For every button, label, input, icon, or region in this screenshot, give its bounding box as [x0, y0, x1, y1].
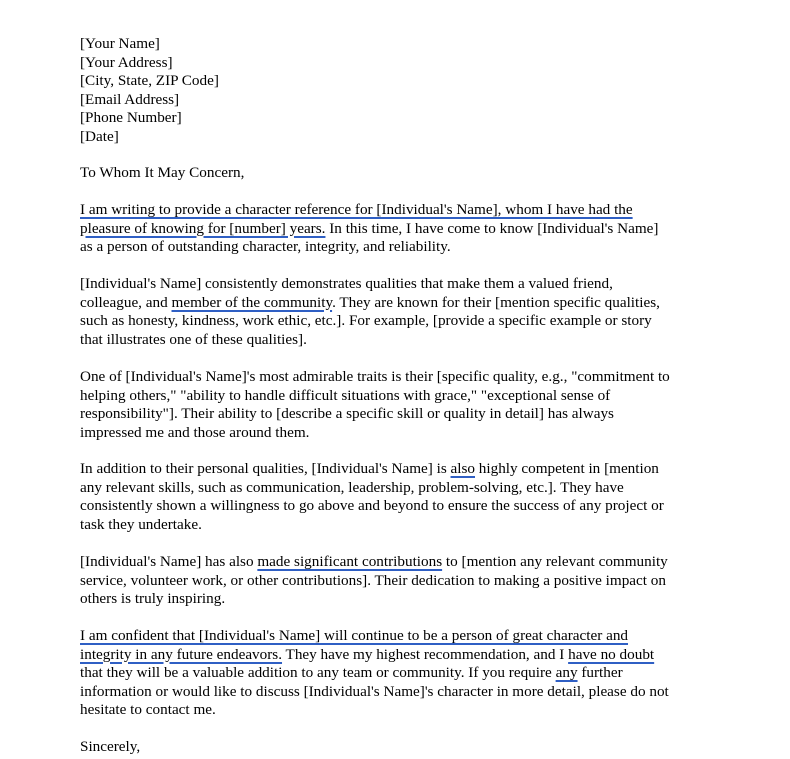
grammar-flag[interactable]: also: [450, 460, 475, 477]
letter-date: [Date]: [80, 127, 119, 145]
p6-line-1: [80, 627, 720, 646]
p6-line-4: information or would like to discuss [Individual's Name]'s character in more detail, please do not: [80, 682, 669, 700]
grammar-flag[interactable]: pleasure of knowing for [number] years.: [80, 219, 326, 237]
p6-line-2: [80, 646, 720, 665]
p6-text: that they will be a valuable addition to any team or community. If you require: [80, 664, 556, 682]
p1-text: In this time, I have come to know [Individual's Name]: [325, 219, 659, 237]
grammar-flag[interactable]: have no doubt: [568, 645, 655, 663]
grammar-flag[interactable]: member of the community: [171, 293, 333, 311]
p1-line-3: as a person of outstanding character, integrity, and reliability.: [80, 238, 451, 256]
p6-line-5: hesitate to contact me.: [80, 701, 216, 719]
p4-text: highly competent in [mention: [475, 460, 659, 477]
p5-line-1: [80, 553, 720, 572]
grammar-flag[interactable]: I am confident that [Individual's Name] will continue to be a person of great character and: [80, 627, 629, 644]
closing: [80, 738, 720, 757]
salutation-text: To Whom It May Concern,: [80, 164, 245, 181]
paragraph-5: [80, 553, 720, 609]
p6-text: They have my highest recommendation, and I: [282, 645, 569, 663]
sender-header: [80, 35, 720, 147]
grammar-flag[interactable]: I am writing to provide a character reference for [Individual's Name], whom I have had the: [80, 201, 633, 218]
p5-line-3: others is truly inspiring.: [80, 590, 226, 608]
p4-text: In addition to their personal qualities, [Individual's Name] is: [80, 460, 451, 477]
salutation: [80, 164, 720, 183]
p2-text: colleague, and: [80, 293, 172, 311]
p4-line-3: consistently shown a willingness to go above and beyond to ensure the success of any project or: [80, 497, 664, 515]
p5-text: [Individual's Name] has also: [80, 553, 258, 570]
p1-line-2: [80, 220, 720, 239]
p1-line-1: [80, 201, 720, 220]
p2-line-1: [Individual's Name] consistently demonstrates qualities that make them a valued friend,: [80, 275, 613, 292]
paragraph-3: [80, 368, 720, 442]
closing-text: Sincerely,: [80, 738, 141, 755]
p4-line-2: any relevant skills, such as communication, leadership, problem-solving, etc.]. They have: [80, 478, 624, 496]
p2-line-3: such as honesty, kindness, work ethic, etc.]. For example, [provide a specific example or story: [80, 312, 652, 330]
grammar-flag[interactable]: any: [555, 664, 578, 682]
p3-line-1: One of [Individual's Name]'s most admirable traits is their [specific quality, e.g., "commitment to: [80, 368, 670, 385]
p5-line-2: service, volunteer work, or other contributions]. Their dedication to making a positive impact on: [80, 571, 666, 589]
p2-line-2: [80, 294, 720, 313]
sender-name: [Your Name]: [80, 35, 160, 52]
p6-text: further: [577, 664, 623, 682]
paragraph-6: [80, 627, 720, 720]
grammar-flag[interactable]: integrity in any future endeavors.: [80, 645, 283, 663]
p2-text: . They are known for their [mention specific qualities,: [332, 293, 660, 311]
sender-email: [Email Address]: [80, 90, 180, 108]
paragraph-2: [80, 275, 720, 349]
grammar-flag[interactable]: made significant contributions: [257, 553, 443, 570]
sender-address: [Your Address]: [80, 53, 173, 71]
p4-line-4: task they undertake.: [80, 515, 202, 533]
p5-text: to [mention any relevant community: [442, 553, 668, 570]
p3-line-4: impressed me and those around them.: [80, 423, 310, 441]
paragraph-4: [80, 460, 720, 534]
sender-phone: [Phone Number]: [80, 109, 182, 127]
p6-line-3: [80, 664, 720, 683]
sender-city: [City, State, ZIP Code]: [80, 72, 219, 90]
p2-line-4: that illustrates one of these qualities].: [80, 330, 307, 348]
p3-line-3: responsibility"]. Their ability to [describe a specific skill or quality in detail] has always: [80, 405, 614, 423]
p4-line-1: [80, 460, 720, 479]
paragraph-1: [80, 201, 720, 257]
p3-line-2: helping others," "ability to handle difficult situations with grace," "exceptional sense of: [80, 386, 611, 404]
